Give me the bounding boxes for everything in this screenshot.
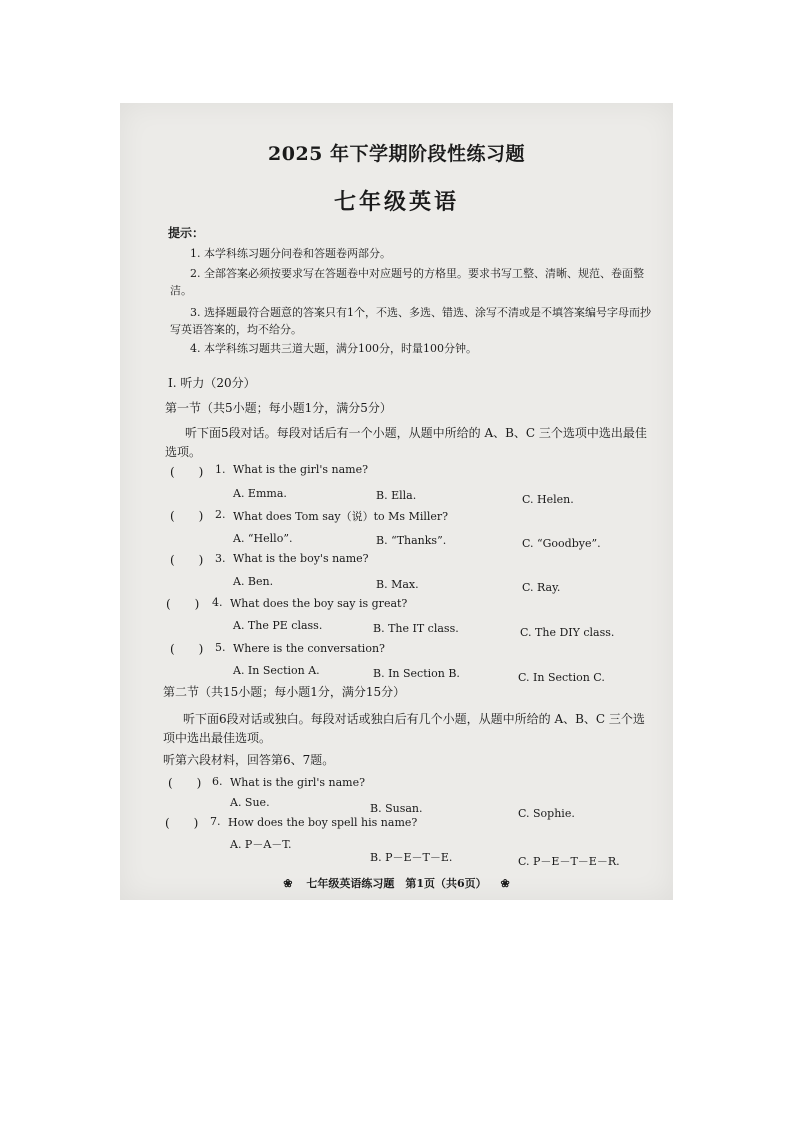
page-footer [120,875,673,891]
answer-blank[interactable]: ( ) [170,642,204,656]
option-b: B. Ella. [376,489,417,502]
answer-blank[interactable]: ( ) [170,509,204,523]
page-subtitle: 七年级英语 [333,189,459,215]
footer-ornament-left: ❀ [283,877,293,890]
option-a: A. Sue. [230,796,270,809]
question-text: What is the boy's name? [233,552,369,565]
part-heading: Ⅰ. 听力（20分） [168,376,256,390]
option-b: B. Max. [376,578,419,591]
option-b: B. “Thanks”. [376,534,447,547]
option-c: C. “Goodbye”. [522,537,601,550]
question-text: What does Tom say（说）to Ms Miller? [233,510,449,523]
tip-item: 3. 选择题最符合题意的答案只有1个，不选、多选、错选、涂写不清或是不填答案编号字母而抄写英语答案的，均不给分。 [170,306,651,336]
question-number: 5. [215,641,226,654]
option-b: B. The IT class. [373,622,459,635]
page-title: 2025 年下学期阶段性练习题 [268,143,525,165]
tips-heading: 提示： [168,226,205,240]
question-text: What is the girl's name? [233,463,369,476]
option-a: A. In Section A. [233,664,320,677]
section-heading: 第一节（共5小题；每小题1分，满分5分） [165,401,392,415]
bleed-through-text: （ ） [500,147,625,158]
option-a: A. Ben. [233,575,274,588]
option-c: C. Helen. [522,493,574,506]
option-a: A. Emma. [233,487,287,500]
section-heading: 第二节（共15小题；每小题1分，满分15分） [163,685,406,699]
question-text: What does the boy say is great? [230,597,408,610]
question-number: 1. [215,463,226,476]
question-text: Where is the conversation? [233,642,385,655]
exam-page [120,103,673,900]
option-c: C. The DIY class. [520,626,615,639]
option-b: B. In Section B. [373,667,460,680]
question-number: 6. [212,775,223,788]
answer-blank[interactable]: ( ) [165,816,199,830]
question-number: 7. [210,815,221,828]
option-a: A. P－A－T. [230,838,292,851]
option-c: C. Sophie. [518,807,575,820]
option-b: B. Susan. [370,802,423,815]
section-instruction: 听下面5段对话。每段对话后有一个小题，从题中所给的 A、B、C 三个选项中选出最佳选项。 [165,426,647,459]
option-c: C. In Section C. [518,671,605,684]
question-text: How does the boy spell his name? [228,816,418,829]
tip-item: 1. 本学科练习题分问卷和答题卷两部分。 [190,247,391,260]
option-a: A. “Hello”. [233,532,293,545]
option-c: C. P－E－T－E－R. [518,855,620,868]
answer-blank[interactable]: ( ) [170,465,204,479]
question-number: 4. [212,596,223,609]
option-b: B. P－E－T－E. [370,851,453,864]
question-number: 2. [215,508,226,521]
tip-item: 4. 本学科练习题共三道大题，满分100分，时量100分钟。 [190,342,477,355]
material-note: 听第六段材料，回答第6、7题。 [163,753,335,767]
option-c: C. Ray. [522,581,561,594]
footer-ornament-right: ❀ [500,877,510,890]
answer-blank[interactable]: ( ) [170,553,204,567]
section-instruction: 听下面6段对话或独白。每段对话或独白后有几个小题，从题中所给的 A、B、C 三个选项中选出最佳选项。 [163,712,645,745]
tip-item: 2. 全部答案必须按要求写在答题卷中对应题号的方格里。要求书写工整、清晰、规范、卷面整洁。 [170,267,644,297]
question-number: 3. [215,552,226,565]
answer-blank[interactable]: ( ) [166,597,200,611]
option-a: A. The PE class. [233,619,323,632]
footer-text: 七年级英语练习题 第1页（共6页） [306,877,487,890]
question-text: What is the girl's name? [230,776,366,789]
answer-blank[interactable]: ( ) [168,776,202,790]
